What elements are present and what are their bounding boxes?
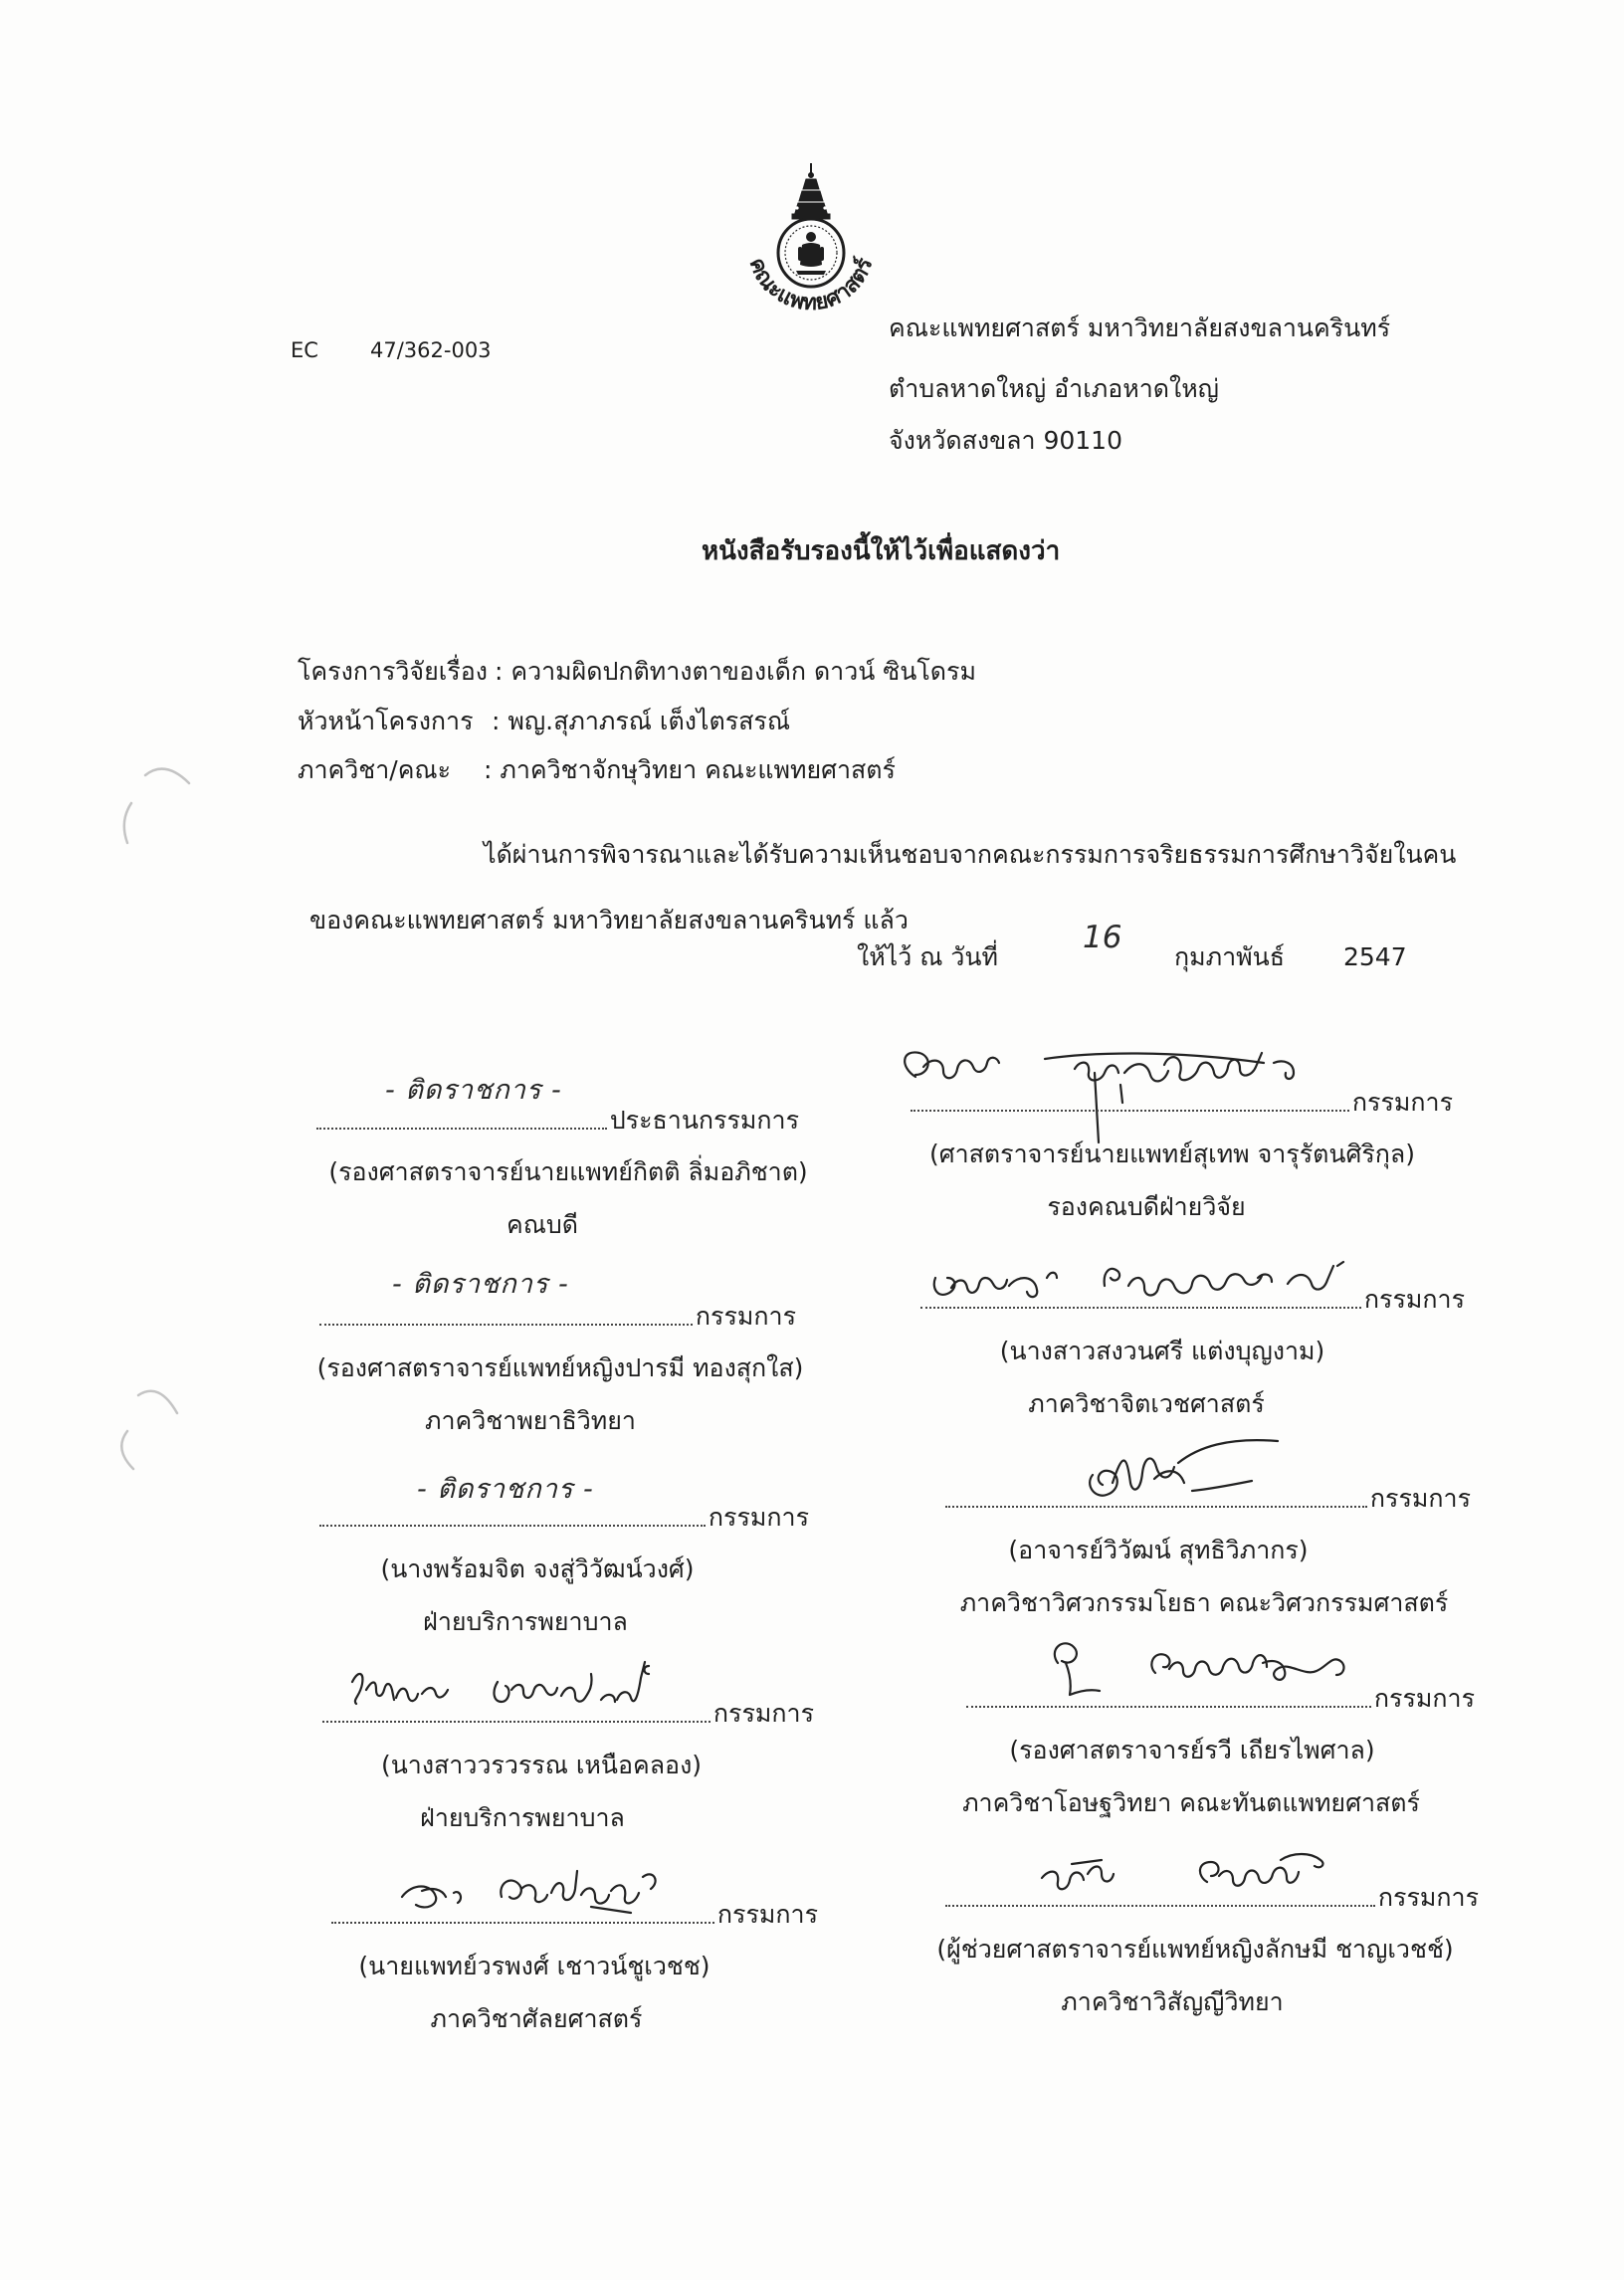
signatory-name: (ศาสตราจารย์นายแพทย์สุเทพ จารุรัตนศิริกุล) [929,1140,1415,1168]
signature-line [920,1284,1465,1316]
committee-role: กรรมการ [712,1699,814,1728]
date-year: 2547 [1343,942,1407,971]
dotted-leader [945,1506,1367,1508]
signatory-name: (ผู้ช่วยศาสตราจารย์แพทย์หญิงลักษมี ชาญเวชช์) [936,1935,1454,1964]
dotted-leader [920,1307,1361,1309]
signature-line [911,1087,1453,1119]
signature-line [966,1683,1475,1715]
signatory-block [331,1899,818,2038]
signatory-name: (รองศาสตราจารย์แพทย์หญิงปารมี ทองสุกใส) [316,1353,804,1382]
signature-handwritten-note: - ติดราชการ - [392,1269,569,1300]
field-label: ภาควิชา/คณะ [298,755,452,784]
field-label: หัวหน้าโครงการ [298,707,474,735]
signatory-block [322,1698,814,1837]
signatory-name: (นางสาวสงวนศรี แต่งบุญงาม) [999,1337,1325,1365]
signatory-block-chair [316,1075,808,1244]
committee-role: ประธานกรรมการ [609,1106,799,1135]
signatory-block [316,1269,804,1440]
committee-role: กรรมการ [695,1302,796,1331]
signatory-block [936,1882,1479,2021]
date-month: กุมภาพันธ์ [1174,942,1285,971]
dotted-leader [319,1525,706,1527]
signatory-block [962,1683,1475,1822]
signatory-position: คณบดี [506,1210,579,1239]
signature-line [319,1301,796,1333]
signatory-block [945,1483,1471,1622]
dotted-leader [319,1324,693,1326]
signatory-name: (อาจารย์วิวัฒน์ สุทธิวิภากร) [1008,1536,1309,1564]
approval-statement-line: ของคณะแพทยศาสตร์ มหาวิทยาลัยสงขลานครินทร์ แล้ว [309,906,909,934]
dotted-leader [322,1721,710,1723]
committee-role: กรรมการ [1377,1883,1479,1912]
committee-role: กรรมการ [708,1503,809,1532]
dotted-leader [945,1905,1375,1907]
signatory-position: ภาควิชาวิศวกรรมโยธา คณะวิศวกรรมศาสตร์ [959,1588,1449,1617]
signatory-position: ฝ่ายบริการพยาบาล [420,1803,625,1832]
signature-handwritten-note: - ติดราชการ - [385,1075,562,1106]
signatory-name: (นายแพทย์วรพงศ์ เชาวน์ชูเวชช) [358,1952,710,1980]
signatory-position: ภาควิชาโอษฐวิทยา คณะทันตแพทยศาสตร์ [962,1788,1420,1817]
committee-role: กรรมการ [1369,1484,1471,1513]
punch-hole-mark [109,751,229,871]
signatory-name: (รองศาสตราจารย์นายแพทย์กิตติ ลิ่มอภิชาต) [328,1157,808,1186]
field-value: : พญ.สุภาภรณ์ เต็งไตรสรณ์ [492,707,791,735]
committee-role: กรรมการ [1351,1088,1453,1117]
signatory-name: (รองศาสตราจารย์รวี เถียรไพศาล) [1009,1736,1375,1764]
address-line: ตำบลหาดใหญ่ อำเภอหาดใหญ่ [889,374,1219,403]
signatory-position: ภาควิชาพยาธิวิทยา [425,1406,636,1435]
signature-handwritten-note: - ติดราชการ - [417,1474,594,1505]
signature-line [331,1899,818,1931]
certificate-title: หนังสือรับรองนี้ให้ไว้เพื่อแสดงว่า [702,536,1061,566]
dotted-leader [331,1922,714,1924]
faculty-emblem-logo [718,159,898,318]
signatory-position: ฝ่ายบริการพยาบาล [423,1607,628,1636]
signatory-position: รองคณบดีฝ่ายวิจัย [1047,1192,1246,1221]
signatory-name: (นางพร้อมจิต จงสู่วิวัฒน์วงศ์) [380,1555,695,1583]
signatory-position: ภาควิชาวิสัญญีวิทยา [1061,1987,1284,2016]
address-line: จังหวัดสงขลา 90110 [889,426,1122,455]
emblem-figure-icon [796,232,826,275]
reference-prefix: EC [291,338,318,362]
signature-line [945,1483,1471,1515]
reference-number: 47/362-003 [370,338,492,362]
approval-statement-line: ได้ผ่านการพิจารณาและได้รับความเห็นชอบจากคณะกรรมการจริยธรรมการศึกษาวิจัยในคน [484,840,1457,869]
signature-line [319,1502,809,1534]
signature-line [945,1882,1479,1914]
field-label: โครงการวิจัยเรื่อง [298,657,488,686]
signatory-name: (นางสาววรวรรณ เหนือคลอง) [380,1751,703,1779]
signatory-block [920,1284,1465,1423]
emblem-arc-text: คณะแพทยศาสตร์ [743,254,879,316]
field-research-project [298,656,1193,688]
signature-line [322,1698,814,1730]
signatory-position: ภาควิชาจิตเวชศาสตร์ [1028,1389,1265,1418]
punch-hole-mark [109,1373,229,1493]
date-prefix: ให้ไว้ ณ วันที่ [857,942,998,971]
date-day-handwritten: 16 [1083,920,1122,955]
crown-icon [792,163,830,219]
field-value: : ความผิดปกติทางตาของเด็ก ดาวน์ ซินโดรม [495,657,976,686]
committee-role: กรรมการ [716,1900,818,1929]
signatory-block [319,1474,809,1641]
dotted-leader [911,1110,1349,1112]
field-project-leader [298,706,1193,737]
address-line: คณะแพทยศาสตร์ มหาวิทยาลัยสงขลานครินทร์ [889,313,1391,342]
committee-role: กรรมการ [1363,1285,1465,1314]
dotted-leader [966,1706,1371,1708]
field-value: : ภาควิชาจักษุวิทยา คณะแพทยศาสตร์ [484,755,896,784]
committee-role: กรรมการ [1373,1684,1475,1713]
signature-line [316,1105,799,1137]
signatory-block [911,1087,1453,1226]
field-department [298,754,1193,786]
dotted-leader [316,1128,607,1130]
signatory-position: ภาควิชาศัลยศาสตร์ [430,2004,643,2033]
